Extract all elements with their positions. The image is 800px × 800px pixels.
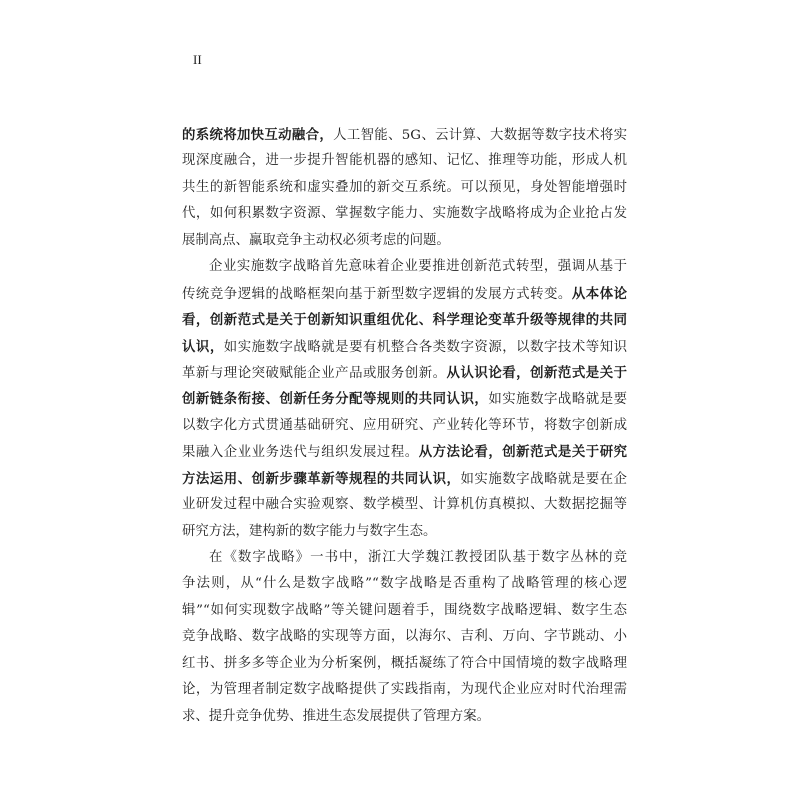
text-span: 在《数字战略》一书中，浙江大学魏江教授团队基于数字丛林的竞 — [209, 550, 627, 565]
text-span: 研究方法，建构新的数字能力与数字生态。 — [182, 523, 437, 539]
text-span: 辑”“如何实现数字战略”等关键问题着手，围绕数字战略逻辑、数字生态 — [182, 602, 627, 618]
text-span: 认识， — [182, 338, 224, 355]
text-span: 争法则，从“什么是数字战略”“数字战略是否重构了战略管理的核心逻 — [182, 576, 627, 592]
text-span: 从认识论看，创新范式是关于 — [446, 364, 628, 381]
body-text — [182, 122, 627, 730]
text-span: 如实施数字战略就是要在企 — [460, 471, 628, 487]
text-line — [182, 651, 627, 677]
text-line — [182, 413, 627, 439]
page-number: II — [193, 52, 202, 67]
text-line — [182, 466, 627, 492]
text-line — [182, 307, 627, 333]
text-line — [182, 624, 627, 650]
text-line — [182, 360, 627, 386]
paragraph-3 — [182, 545, 627, 730]
text-span: 共生的新智能系统和虚实叠加的新交互系统。可以预见，身处智能增强时 — [182, 179, 627, 195]
paragraph-1 — [182, 122, 627, 254]
text-line — [182, 148, 627, 174]
text-line — [182, 175, 627, 201]
text-span: 果融入企业业务迭代与组织发展过程。 — [182, 445, 419, 461]
text-line — [182, 545, 627, 571]
text-span: 方法运用、创新步骤革新等规程的共同认识， — [182, 470, 461, 487]
text-line — [182, 677, 627, 703]
text-span: 人工智能、5G、云计算、大数据等数字技术将实 — [333, 128, 628, 143]
text-line — [182, 281, 627, 307]
text-span: 如实施数字战略就是要 — [488, 392, 628, 408]
text-line — [182, 228, 627, 254]
text-span: 论，为管理者制定数字战略提供了实践指南，为现代企业应对时代治理需 — [182, 682, 627, 698]
text-line — [182, 704, 627, 730]
text-span: 从方法论看，创新范式是关于研究 — [418, 444, 628, 461]
text-span: 竞争战略、数字战略的实现等方面，以海尔、吉利、万向、字节跳动、小 — [182, 629, 627, 645]
text-line — [182, 254, 627, 280]
text-span: 现深度融合，进一步提升智能机器的感知、记忆、推理等功能，形成人机 — [182, 153, 627, 169]
text-span: 业研发过程中融合实验观察、数学模型、计算机仿真模拟、大数据挖掘等 — [182, 497, 627, 513]
text-span: 以数字化方式贯通基础研究、应用研究、产业转化等环节，将数字创新成 — [182, 417, 627, 433]
text-line — [182, 571, 627, 597]
text-span: 革新与理论突破赋能企业产品或服务创新。 — [182, 365, 447, 381]
text-line — [182, 334, 627, 360]
text-line — [182, 519, 627, 545]
text-span: 企业实施数字战略首先意味着企业要推进创新范式转型，强调从基于 — [209, 259, 627, 275]
text-span: 传统竞争逻辑的战略框架向基于新型数字逻辑的发展方式转变。 — [182, 286, 572, 302]
text-span: 的系统将加快互动融合， — [182, 127, 334, 143]
text-span: 展制高点、赢取竞争主动权必须考虑的问题。 — [182, 232, 450, 248]
text-span: 从本体论 — [571, 285, 628, 302]
text-line — [182, 439, 627, 465]
text-span: 创新链条衔接、创新任务分配等规则的共同认识， — [182, 391, 489, 408]
text-line — [182, 201, 627, 227]
text-line — [182, 492, 627, 518]
text-line — [182, 122, 627, 148]
text-span: 如实施数字战略就是要有机整合各类数字资源，以数字技术等知识 — [223, 339, 628, 355]
text-span: 红书、拼多多等企业为分析案例，概括凝练了符合中国情境的数字战略理 — [182, 655, 627, 671]
text-span: 求、提升竞争优势、推进生态发展提供了管理方案。 — [182, 708, 490, 724]
text-line — [182, 386, 627, 412]
text-line — [182, 598, 627, 624]
text-span: 代，如何积累数字资源、掌握数字能力、实施数字战略将成为企业抢占发 — [182, 206, 627, 222]
paragraph-2 — [182, 254, 627, 545]
text-span: 看，创新范式是关于创新知识重组优化、科学理论变革升级等规律的共同 — [182, 312, 627, 329]
